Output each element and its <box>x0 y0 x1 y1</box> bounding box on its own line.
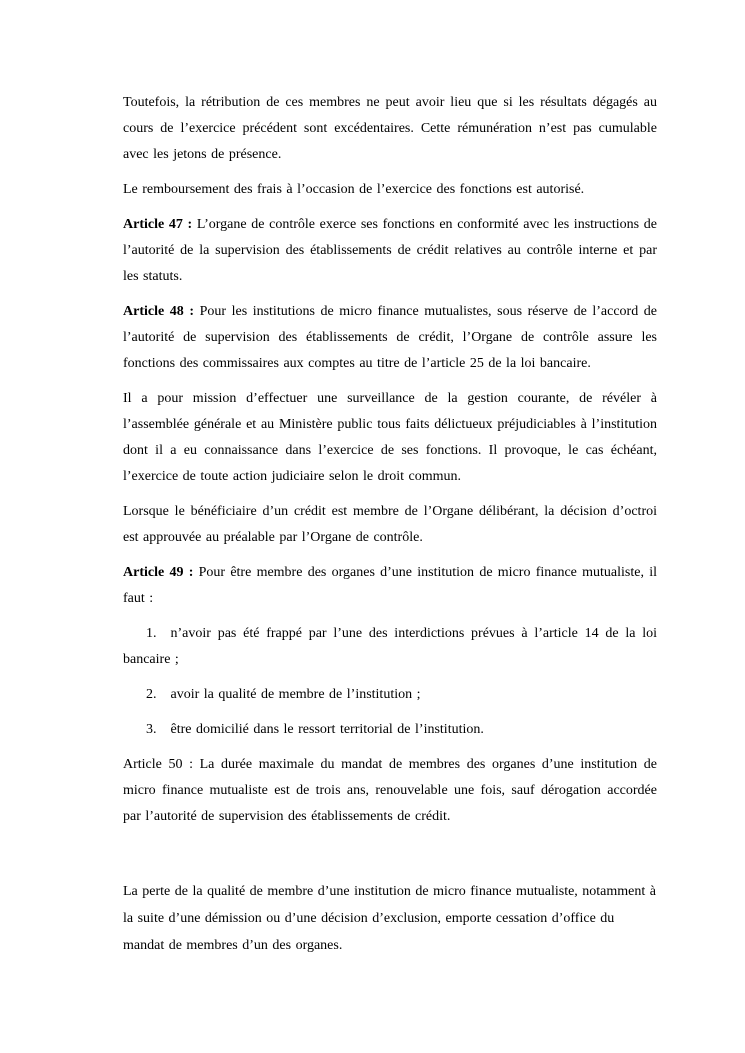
paragraph-text: Lorsque le bénéficiaire d’un crédit est membre de l’Organe délibérant, la décision d’octroi est approuvée au préalable par l’Organe de contrôle. <box>123 504 657 545</box>
paragraph-text: Article 50 : La durée maximale du mandat de membres des organes d’une institution de micro finance mutualiste est de trois ans, renouvelable une fois, sauf dérogation accordée par l’autorité de supervision des établissements de crédit. <box>123 757 657 824</box>
paragraph-article-50 <box>123 752 657 830</box>
paragraph-text: Toutefois, la rétribution de ces membres ne peut avoir lieu que si les résultats dégagés au cours de l’exercice précédent sont excédentaires. Cette rémunération n’est pas cumulable avec les jetons de présence. <box>123 95 657 162</box>
list-number: 2. <box>146 687 157 702</box>
list-item <box>123 682 657 708</box>
paragraph <box>123 499 657 551</box>
list-item <box>123 717 657 743</box>
article-label: Article 47 : <box>123 217 193 232</box>
article-label: Article 49 : <box>123 565 194 580</box>
list-item <box>123 621 657 673</box>
paragraph-text: Pour être membre des organes d’une institution de micro finance mutualiste, il faut : <box>123 565 658 606</box>
paragraph-text: Pour les institutions de micro finance mutualistes, sous réserve de l’accord de l’autorité de supervision des établissements de crédit, l’Organe de contrôle assure les fonctions des commissaires aux comptes au titre de l’article 25 de la loi bancaire. <box>123 304 657 371</box>
paragraph <box>123 177 657 203</box>
list-number: 1. <box>146 626 157 641</box>
paragraph-text: Il a pour mission d’effectuer une surveillance de la gestion courante, de révéler à l’assemblée générale et au Ministère public tous faits délictueux préjudiciables à l’institution dont il a eu connaissance dans l’exercice de ses fonctions. Il provoque, le cas échéant, l’exercice de toute action judiciaire selon le droit commun. <box>123 391 657 484</box>
paragraph <box>123 386 657 490</box>
paragraph <box>123 878 657 959</box>
list-number: 3. <box>146 722 157 737</box>
paragraph-text: La perte de la qualité de membre d’une institution de micro finance mutualiste, notamment à la suite d’une démission ou d’une décision d’exclusion, emporte cessation d’office du mandat de membres d’un des organes. <box>123 884 656 953</box>
article-label: Article 48 : <box>123 304 194 319</box>
list-text: être domicilié dans le ressort territorial de l’institution. <box>170 722 484 737</box>
list-text: avoir la qualité de membre de l’institution ; <box>170 687 421 702</box>
paragraph-article-48 <box>123 299 657 377</box>
paragraph-article-47 <box>123 212 657 290</box>
paragraph-article-49 <box>123 560 657 612</box>
paragraph <box>123 90 657 168</box>
paragraph-text: Le remboursement des frais à l’occasion de l’exercice des fonctions est autorisé. <box>123 182 585 197</box>
list-text: n’avoir pas été frappé par l’une des interdictions prévues à l’article 14 de la loi bancaire ; <box>123 626 657 667</box>
paragraph-text: L’organe de contrôle exerce ses fonctions en conformité avec les instructions de l’autorité de la supervision des établissements de crédit relatives au contrôle interne et par les statuts. <box>123 217 657 284</box>
